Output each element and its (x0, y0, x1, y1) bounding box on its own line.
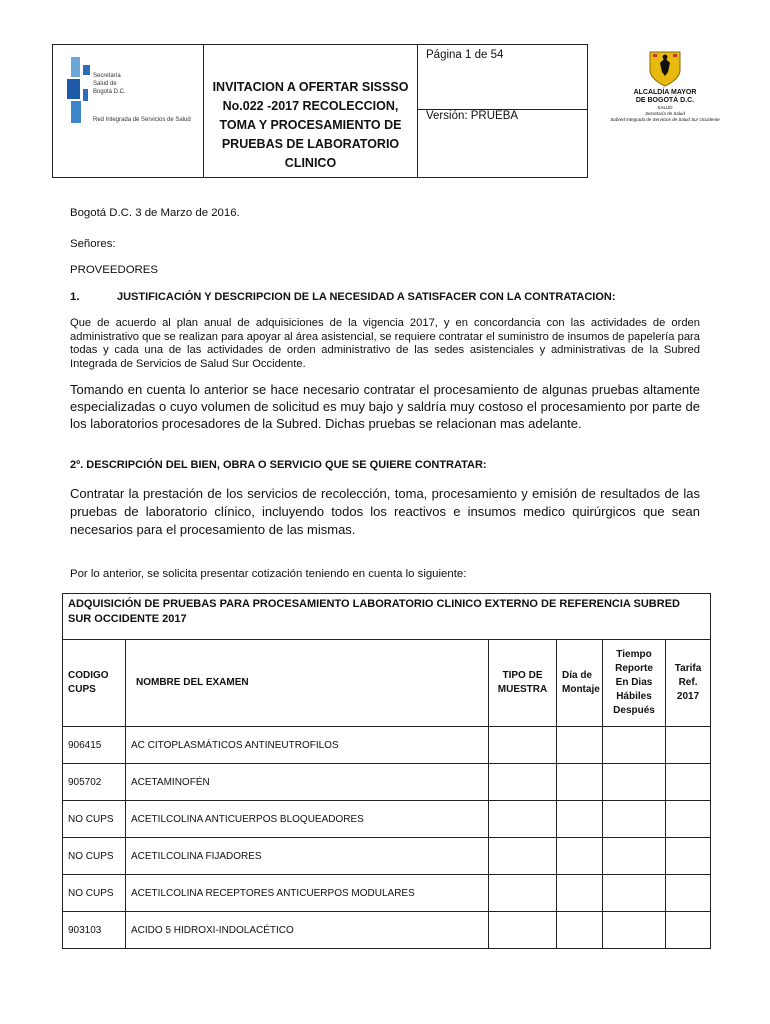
header-page-cell (417, 44, 588, 110)
section2-heading: 2º. DESCRIPCIÓN DEL BIEN, OBRA O SERVICIO QUE SE QUIERE CONTRATAR: (70, 459, 487, 471)
cell-rate (666, 764, 711, 801)
cell-code: 905702 (63, 764, 126, 801)
cell-name: ACETILCOLINA ANTICUERPOS BLOQUEADORES (126, 801, 489, 838)
cell-time (603, 912, 666, 949)
secretaria-salud-logo (67, 55, 195, 135)
logo-text-2: Salud de (93, 81, 117, 87)
cell-name: ACETILCOLINA RECEPTORES ANTICUERPOS MODULARES (126, 875, 489, 912)
paragraph-1: Que de acuerdo al plan anual de adquisiciones de la vigencia 2017, y en concordancia con las actividades de orden administrativo que se realizan para apoyar al área asistencial, se requiere contratar el suministro de insumos de papelería para todas y cada una de las actividades de orden administrativo de las sedes asistenciales y administrativas de la Subred Integrada de Servicios de Salud Sur Occidente. (70, 317, 700, 370)
cell-time (603, 801, 666, 838)
cell-sample (489, 801, 557, 838)
cell-name: ACETILCOLINA FIJADORES (126, 838, 489, 875)
cell-name: AC CITOPLASMÁTICOS ANTINEUTROFILOS (126, 727, 489, 764)
paragraph-2: Tomando en cuenta lo anterior se hace necesario contratar el procesamiento de algunas pruebas altamente especializadas o cuyo volumen de solicitud es muy bajo y saldría muy costoso el procesamiento por parte de los laboratorios procesadores de la Subred. Dichas pruebas se relacionan mas adelante. (70, 382, 700, 431)
table-title: ADQUISICIÓN DE PRUEBAS PARA PROCESAMIENTO LABORATORIO CLINICO EXTERNO DE REFERENCIA SUBRED SUR OCCIDENTE 2017 (63, 594, 711, 640)
cell-time (603, 875, 666, 912)
paragraph-3: Contratar la prestación de los servicios de recolección, toma, procesamiento y emisión de resultados de las pruebas de laboratorio clínico, incluyendo todos los reactivos e insumos medico quirúrgicos que sean necesarios para el procesamiento de las mismas. (70, 486, 700, 537)
cell-sample (489, 764, 557, 801)
cell-rate (666, 727, 711, 764)
cell-day (557, 912, 603, 949)
cell-day (557, 764, 603, 801)
cell-day (557, 875, 603, 912)
table-row (63, 838, 711, 875)
cell-code: NO CUPS (63, 838, 126, 875)
document-title (204, 78, 417, 173)
cell-sample (489, 875, 557, 912)
logo-text-1: Secretaría (93, 73, 121, 79)
salutation: Señores: (70, 238, 116, 250)
col-header-day: Día de Montaje (557, 640, 603, 727)
alcaldia-text-4: Secretaría de Salud (645, 111, 685, 116)
paragraph-4: Por lo anterior, se solicita presentar cotización teniendo en cuenta lo siguiente: (70, 568, 467, 580)
col-header-rate: Tarifa Ref. 2017 (666, 640, 711, 727)
cell-code: NO CUPS (63, 875, 126, 912)
col-header-code: CODIGO CUPS (63, 640, 126, 727)
cell-name: ACETAMINOFÉN (126, 764, 489, 801)
alcaldia-text-2: DE BOGOTÁ D.C. (635, 97, 695, 104)
coat-of-arms-icon (647, 50, 683, 88)
alcaldia-text-5: Subred Integrada de Servicios de Salud Sur Occidente (610, 117, 720, 122)
cell-name: ACIDO 5 HIDROXI-INDOLACÉTICO (126, 912, 489, 949)
cell-sample (489, 912, 557, 949)
header-title-cell (203, 44, 418, 178)
table-row (63, 727, 711, 764)
table-row (63, 912, 711, 949)
logo-text-3: Bogotá D.C. (93, 89, 126, 95)
cell-time (603, 838, 666, 875)
title-line-4: PRUEBAS DE LABORATORIO (221, 137, 400, 151)
alcaldia-logo (600, 50, 730, 120)
cell-code: 903103 (63, 912, 126, 949)
cell-day (557, 838, 603, 875)
cell-code: NO CUPS (63, 801, 126, 838)
title-line-5: CLINICO (284, 156, 337, 170)
col-header-report-time: Tiempo Reporte En Dias Hábiles Después (603, 640, 666, 727)
cell-time (603, 764, 666, 801)
logo-text-4: Red Integrada de Servicios de Salud (93, 117, 191, 123)
exam-table (62, 593, 711, 949)
cell-day (557, 727, 603, 764)
col-header-sample: TIPO DE MUESTRA (489, 640, 557, 727)
addressee: PROVEEDORES (70, 264, 158, 276)
cell-sample (489, 727, 557, 764)
cell-code: 906415 (63, 727, 126, 764)
section1-number: 1. (70, 291, 80, 303)
title-line-2: No.022 -2017 RECOLECCION, (222, 99, 399, 113)
letter-date: Bogotá D.C. 3 de Marzo de 2016. (70, 207, 240, 219)
cell-rate (666, 912, 711, 949)
title-line-1: INVITACION A OFERTAR SISSSO (212, 80, 409, 94)
header-logo-cell (52, 44, 204, 178)
table-row (63, 801, 711, 838)
cell-rate (666, 838, 711, 875)
header-version-cell (417, 109, 588, 178)
cell-sample (489, 838, 557, 875)
table-row (63, 764, 711, 801)
section1-heading: JUSTIFICACIÓN Y DESCRIPCION DE LA NECESIDAD A SATISFACER CON LA CONTRATACION: (117, 291, 616, 303)
alcaldia-text-3: SALUD (657, 105, 673, 110)
cell-rate (666, 875, 711, 912)
alcaldia-text-1: ALCALDÍA MAYOR (633, 89, 697, 96)
cell-rate (666, 801, 711, 838)
version-label: Versión: PRUEBA (426, 110, 519, 122)
cell-day (557, 801, 603, 838)
page-number: Página 1 de 54 (426, 49, 504, 61)
title-line-3: TOMA Y PROCESAMIENTO DE (219, 118, 402, 132)
table-row (63, 875, 711, 912)
cell-time (603, 727, 666, 764)
col-header-name: NOMBRE DEL EXAMEN (126, 640, 489, 727)
